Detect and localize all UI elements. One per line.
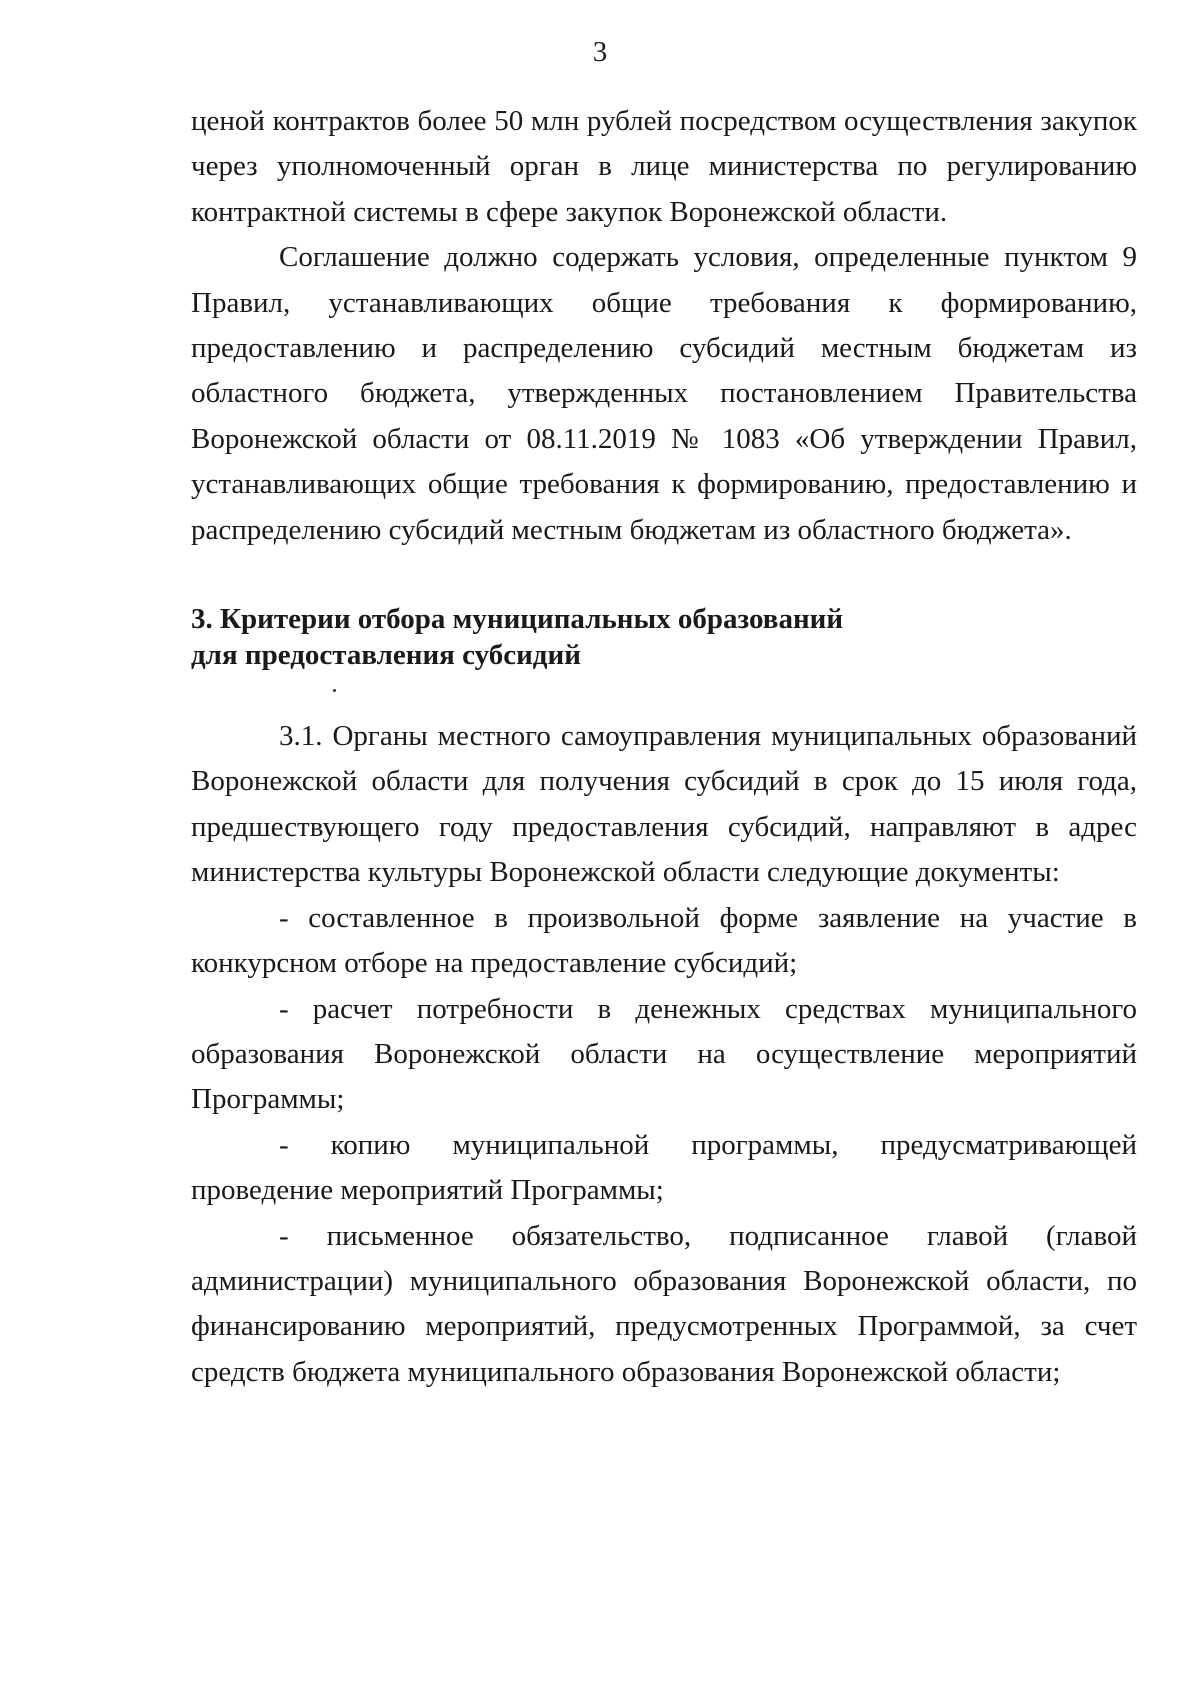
list-item-written-obligation: - письменное обязательство, подписанное главой (главой администрации) муниципального образования Воронежской области, по финансированию мероприятий, предусмотренных Программой, за счет средств бюджета муниципального образования Воронежской области;	[191, 1219, 1137, 1388]
paragraph-3-1: 3.1. Органы местного самоуправления муниципальных образований Воронежской области для получения субсидий в срок до 15 июля года, предшествующего году предоставления субсидий, направляют в адрес министерства культуры Воронежской области следующие документы:	[191, 720, 1137, 889]
paragraph-agreement-conditions: Соглашение должно содержать условия, определенные пунктом 9 Правил, устанавливающих общие требования к формированию, предоставлению и распределению субсидий местным бюджетам из областного бюджета, утвержденных постановлением Правительства Воронежской области от 08.11.2019 № 1083 «Об утверждении Правил, устанавливающих общие требования к формированию, предоставлению и распределению субсидий местным бюджетам из областного бюджета».	[191, 241, 1137, 546]
list-item-program-copy: - копию муниципальной программы, предусматривающей проведение мероприятий Программы;	[191, 1128, 1137, 1207]
document-body	[191, 99, 1137, 1395]
list-item-application: - составленное в произвольной форме заявление на участие в конкурсном отборе на предоставление субсидий;	[191, 901, 1137, 980]
scan-speck	[333, 689, 336, 692]
section-heading-line-2: для предоставления субсидий	[191, 639, 581, 672]
page-number: 3	[592, 36, 608, 68]
section-heading-line-1: 3. Критерии отбора муниципальных образований	[191, 603, 844, 636]
list-item-funding-calculation: - расчет потребности в денежных средствах муниципального образования Воронежской области на осуществление мероприятий Программы;	[191, 992, 1137, 1116]
heading-spacer	[191, 673, 1137, 714]
section-spacer	[191, 553, 1137, 601]
paragraph-continuation: ценой контрактов более 50 млн рублей посредством осуществления закупок через уполномоченный орган в лице министерства по регулированию контрактной системы в сфере закупок Воронежской области.	[191, 105, 1137, 228]
section-heading	[191, 601, 1137, 673]
